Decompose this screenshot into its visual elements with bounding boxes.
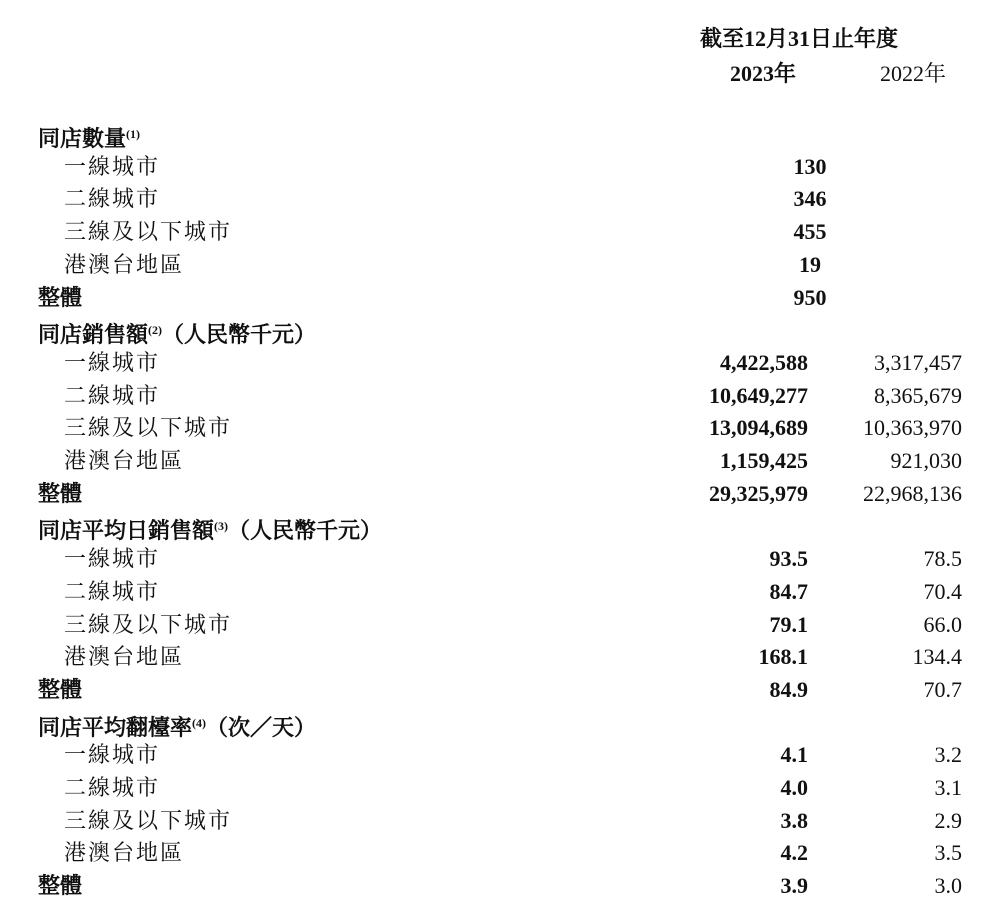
row-label: 港澳台地區 <box>64 448 185 473</box>
column-header-2022: 2022年 <box>880 61 947 86</box>
period-header: 截至12月31日止年度 <box>700 26 899 51</box>
table-row <box>0 576 992 608</box>
row-label: 一線城市 <box>64 349 161 375</box>
table-row <box>0 445 992 477</box>
footnote-marker: (3) <box>214 519 229 534</box>
total-value-2022: 3.0 <box>934 873 962 899</box>
value-2023: 1,159,425 <box>720 448 808 473</box>
total-row <box>0 870 992 902</box>
value-2022: 78.5 <box>923 546 962 572</box>
footnote-marker: (4) <box>192 715 207 730</box>
value-2023: 10,649,277 <box>709 382 808 408</box>
total-value-2023: 29,325,979 <box>709 480 808 506</box>
section-title <box>38 510 382 547</box>
section-title-text: 同店平均日銷售額 <box>38 518 215 544</box>
table-row <box>0 739 992 771</box>
table-row <box>0 249 992 281</box>
value-2023: 84.7 <box>769 578 808 604</box>
total-label: 整體 <box>38 676 83 702</box>
row-label: 一線城市 <box>64 153 161 179</box>
row-label: 港澳台地區 <box>64 251 185 277</box>
row-label: 三線及以下城市 <box>64 807 233 833</box>
value-2022: 66.0 <box>923 611 962 637</box>
value-2022: 921,030 <box>890 448 962 473</box>
table-row <box>0 347 992 379</box>
row-label: 二線城市 <box>64 186 161 212</box>
row-label: 三線及以下城市 <box>64 415 233 441</box>
value-2022: 3.2 <box>934 742 962 768</box>
table-row <box>0 380 992 412</box>
footnote-marker: (2) <box>148 323 163 338</box>
section-unit: （人民幣千元） <box>228 518 383 544</box>
table-row <box>0 805 992 837</box>
total-value-2023: 84.9 <box>769 676 808 702</box>
total-label: 整體 <box>38 480 83 506</box>
total-row <box>0 282 992 314</box>
row-label: 港澳台地區 <box>64 644 185 670</box>
section-header-row <box>0 118 992 150</box>
row-label: 一線城市 <box>64 546 161 572</box>
value-2023: 3.8 <box>780 807 808 833</box>
table-row <box>0 216 992 248</box>
row-label: 三線及以下城市 <box>64 611 233 637</box>
table-row <box>0 183 992 215</box>
total-label: 整體 <box>38 873 83 899</box>
table-row <box>0 772 992 804</box>
value-2023: 79.1 <box>769 611 808 637</box>
value-2022: 3.5 <box>934 840 962 866</box>
section-title <box>38 314 316 351</box>
table-row <box>0 641 992 673</box>
row-label: 二線城市 <box>64 382 161 408</box>
total-value-2023: 950 <box>793 284 827 310</box>
value-2023: 93.5 <box>769 546 808 572</box>
section-title-text: 同店銷售額 <box>38 322 149 348</box>
table-row <box>0 543 992 575</box>
value-2023: 4.1 <box>780 742 808 768</box>
row-label: 港澳台地區 <box>64 840 185 866</box>
footnote-marker: (1) <box>126 127 141 141</box>
row-label: 二線城市 <box>64 775 161 800</box>
column-header-2023: 2023年 <box>730 61 797 86</box>
section-title-text: 同店平均翻檯率 <box>38 714 193 740</box>
value-2023: 4.2 <box>780 840 808 866</box>
section-unit: （次／天） <box>206 714 317 740</box>
value-2023: 19 <box>799 251 821 277</box>
value-2022: 134.4 <box>912 644 962 670</box>
value-2022: 3.1 <box>934 775 962 800</box>
value-2023: 455 <box>793 219 827 245</box>
row-label: 三線及以下城市 <box>64 219 233 245</box>
section-header-row <box>0 707 992 739</box>
table-row <box>0 837 992 869</box>
total-value-2022: 70.7 <box>923 676 962 702</box>
section-header-row <box>0 510 992 542</box>
total-value-2023: 3.9 <box>780 873 808 899</box>
section-unit: （人民幣千元） <box>162 322 317 348</box>
value-2023: 13,094,689 <box>709 415 808 441</box>
value-2022: 10,363,970 <box>863 415 962 441</box>
section-title <box>38 118 140 155</box>
section-title <box>38 707 316 744</box>
value-2022: 3,317,457 <box>874 349 962 375</box>
value-2023: 4.0 <box>780 775 808 800</box>
row-label: 一線城市 <box>64 742 161 768</box>
row-label: 二線城市 <box>64 578 161 604</box>
total-row <box>0 674 992 706</box>
value-2022: 2.9 <box>934 807 962 833</box>
value-2023: 168.1 <box>758 644 808 670</box>
value-2022: 8,365,679 <box>874 382 962 408</box>
total-label: 整體 <box>38 284 83 310</box>
section-title-text: 同店數量 <box>38 126 127 151</box>
table-row <box>0 412 992 444</box>
total-value-2022: 22,968,136 <box>863 480 962 506</box>
value-2023: 130 <box>793 153 827 179</box>
value-2022: 70.4 <box>923 578 962 604</box>
total-row <box>0 478 992 510</box>
table-row <box>0 151 992 183</box>
value-2023: 346 <box>793 186 827 212</box>
table-row <box>0 609 992 641</box>
section-header-row <box>0 314 992 346</box>
value-2023: 4,422,588 <box>720 349 808 375</box>
